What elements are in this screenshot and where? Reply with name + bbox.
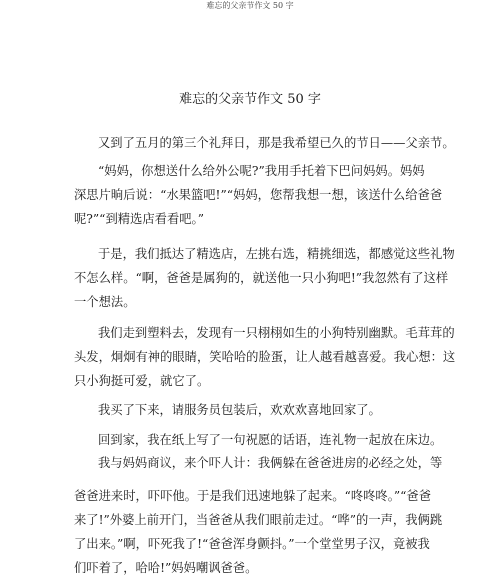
text-line: 我与妈妈商议，来个吓人计：我俩躲在爸爸进房的必经之处，等 [98, 456, 443, 470]
text-line: 呢?”“到精选店看看吧。” [74, 212, 204, 226]
text-line: 我们走到塑料去，发现有一只栩栩如生的小狗特别幽默。毛茸茸的 [98, 326, 455, 340]
text-line: 来了!”外婆上前开门，当爸爸从我们眼前走过。“哗”的一声，我俩跳 [74, 513, 443, 527]
text-line: 我买了下来，请服务员包装后，欢欢欢喜地回家了。 [98, 403, 381, 417]
paragraph-5 [74, 398, 434, 422]
paragraph-1 [74, 131, 455, 155]
document-title: 难忘的父亲节作文 50 字 [179, 92, 321, 107]
page-header: 难忘的父亲节作文 50 字 [206, 1, 294, 10]
text-line: 们吓着了，哈哈!”妈妈嘲讽爸爸。 [74, 561, 258, 575]
text-line: 一个想法。 [74, 295, 136, 309]
text-line: 回到家，我在纸上写了一句祝愿的话语，连礼物一起放在床边。 [98, 433, 443, 447]
text-line: 爸爸进来时，吓吓他。于是我们迅速地躲了起来。“咚咚咚。”“爸爸 [74, 489, 432, 503]
text-line: “妈妈，你想送什么给外公呢?”我用手托着下巴问妈妈。妈妈 [98, 164, 425, 178]
text-line: 了出来。”啊，吓死我了!“爸爸浑身颤抖。”一个堂堂男子汉，竟被我 [74, 537, 430, 551]
text-line: 不怎么样。“啊，爸爸是属狗的，就送他一只小狗吧!”我忽然有了这样 [74, 271, 449, 285]
text-line: 于是，我们抵达了精选店，左挑右选，精挑细选，都感觉这些礼物 [98, 247, 455, 261]
text-line: 头发，炯炯有神的眼睛，笑哈哈的脸蛋，让人越看越喜爱。我心想：这 [74, 350, 456, 364]
text-line: 深思片晌后说：“水果篮吧!”“妈妈，您帮我想一想，该送什么给爸爸 [74, 188, 443, 202]
text-line: 又到了五月的第三个礼拜日，那是我希望已久的节日——父亲节。 [98, 136, 455, 150]
text-line: 只小狗挺可爱，就它了。 [74, 374, 210, 388]
paragraph-6 [74, 428, 443, 452]
paragraph-7 [74, 451, 443, 475]
paragraph-2 [74, 159, 443, 231]
paragraph-4 [74, 321, 456, 393]
paragraph-3 [74, 242, 455, 314]
